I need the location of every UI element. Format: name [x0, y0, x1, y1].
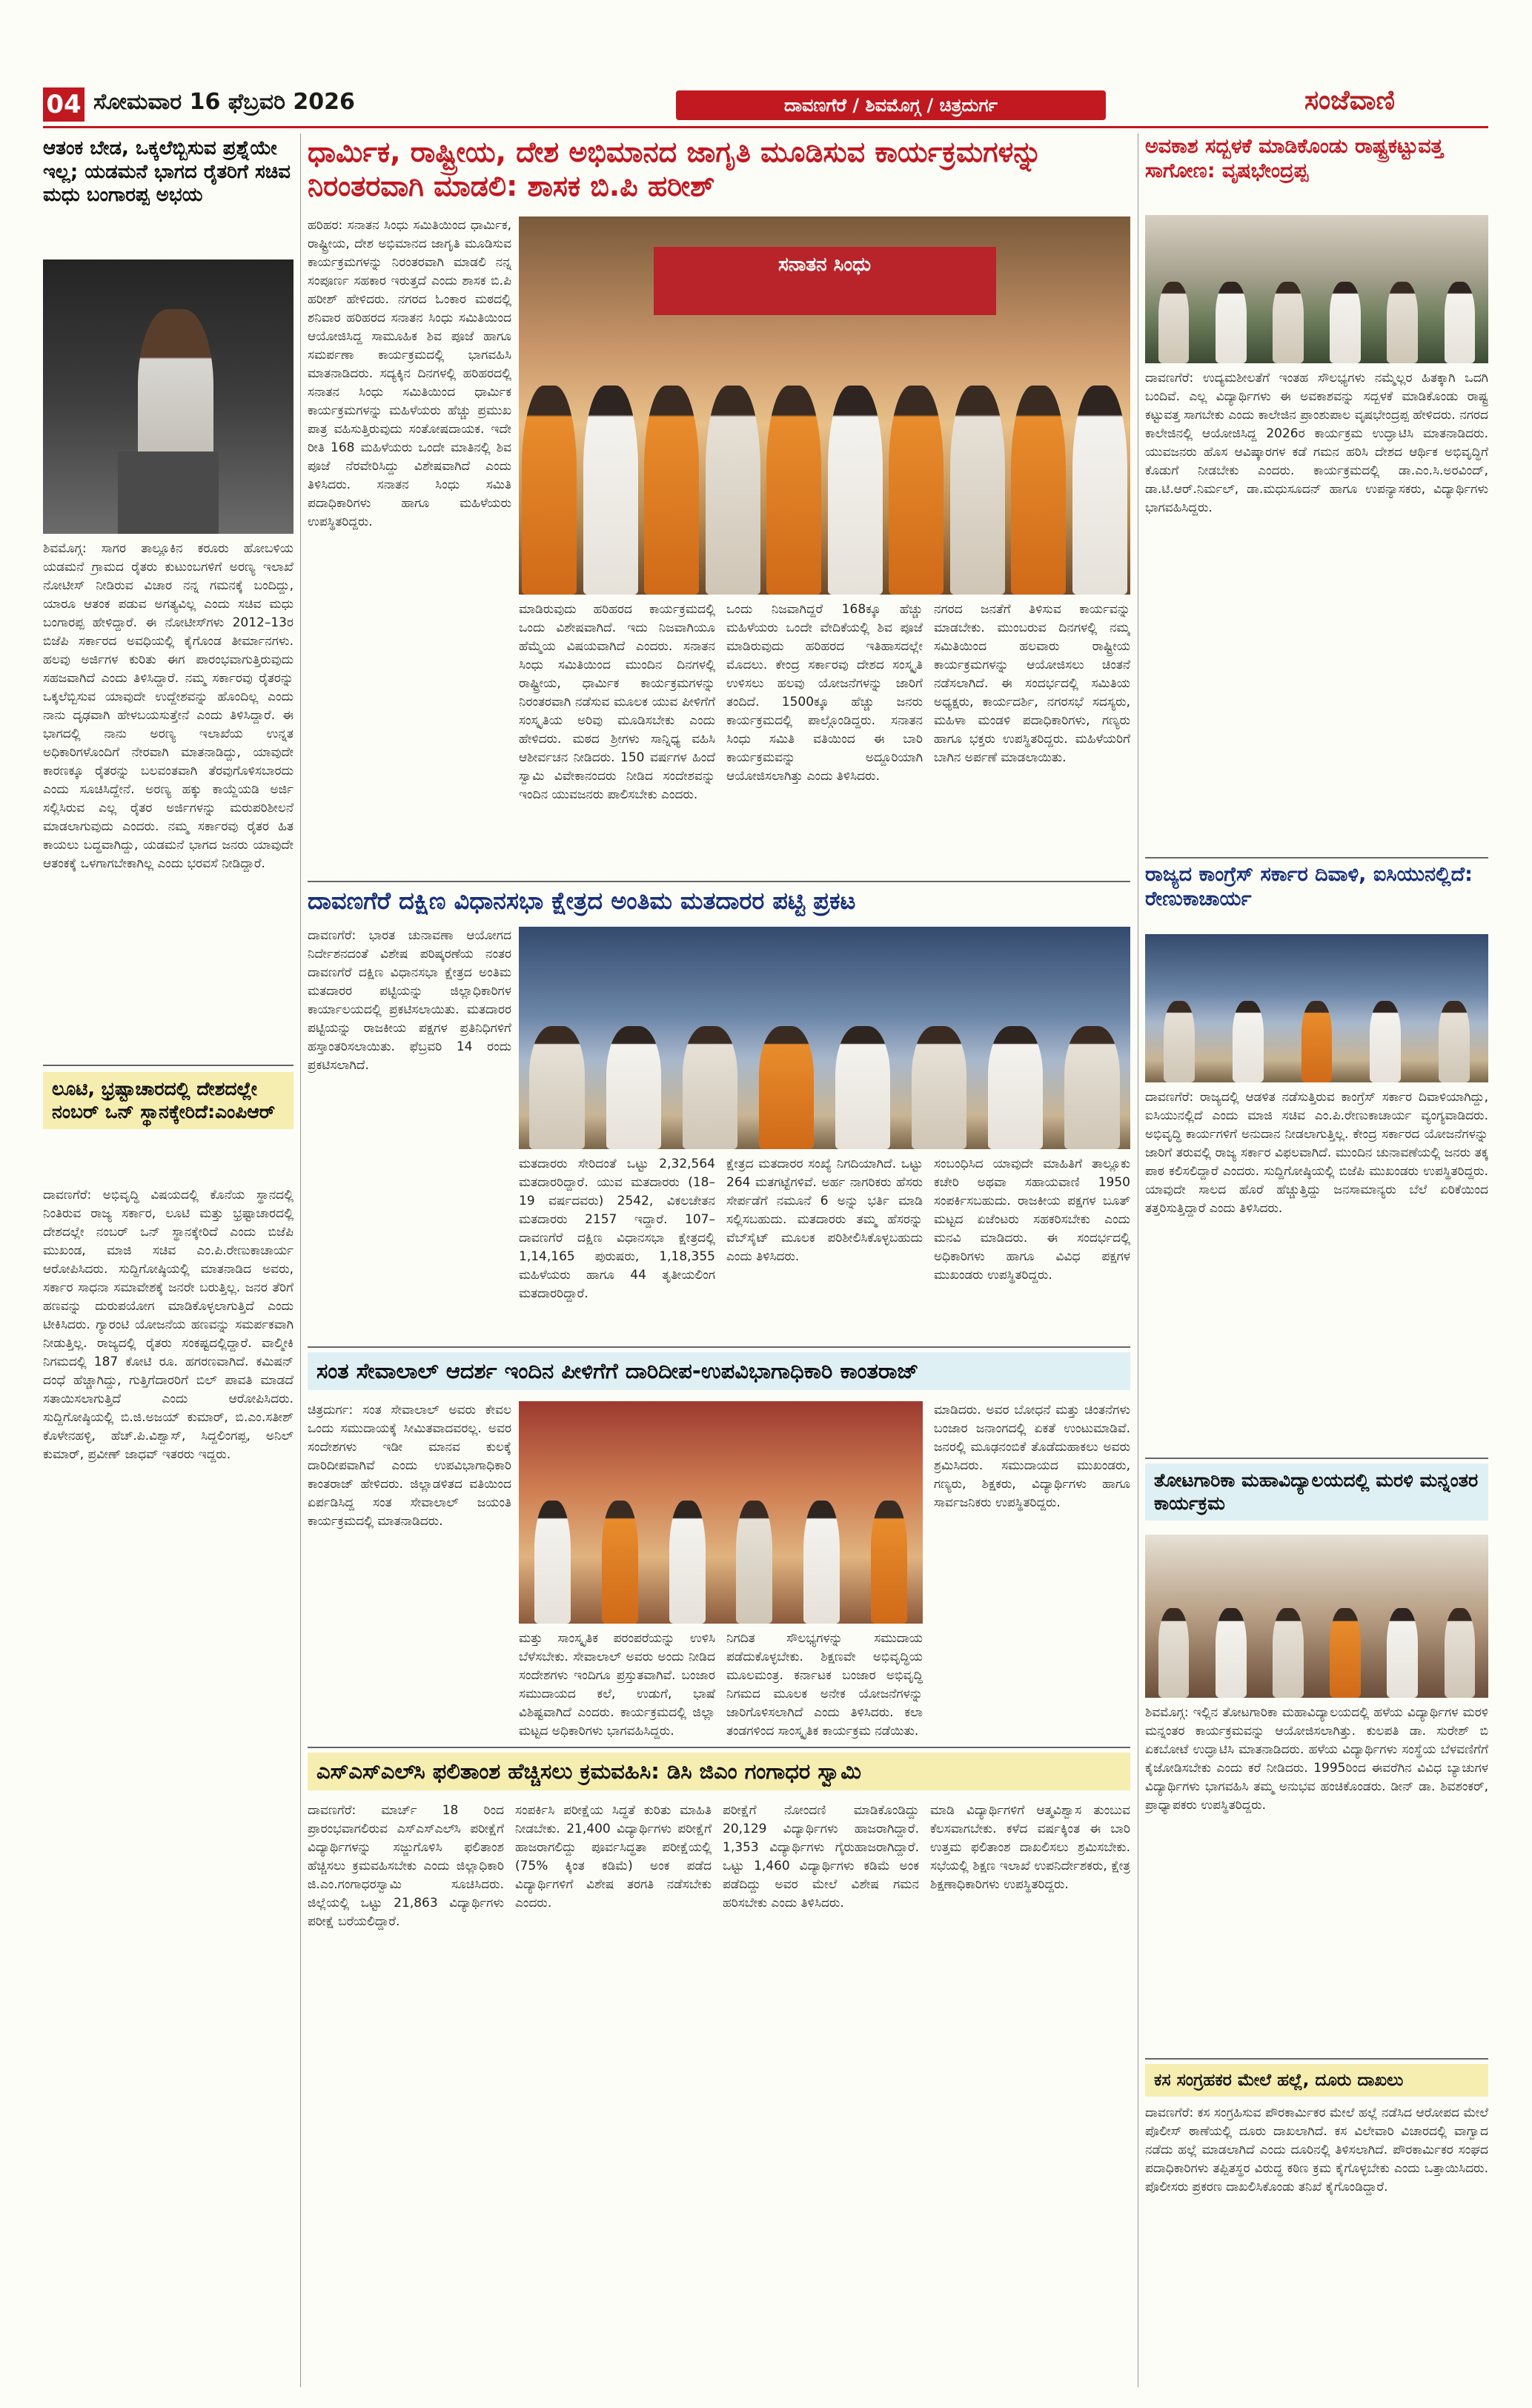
right-top-photo	[1145, 215, 1488, 363]
person	[1387, 1608, 1418, 1698]
lead-col2: ಮಾಡಿರುವುದು ಹರಿಹರದ ಕಾರ್ಯಕ್ರಮದಲ್ಲಿ ಒಂದು ವಿಶೇಷವಾಗಿದೆ. ಇದು ನಿಜವಾಗಿಯೂ ಹೆಮ್ಮೆಯ ವಿಷಯವಾಗಿದೆ ಎಂದರು. ಸನಾತನ ಸಿಂಧು ಸಮಿತಿಯಿಂದ ಮುಂದಿನ ದಿನಗಳಲ್ಲಿ ರಾಷ್ಟ್ರೀಯ, ಧಾರ್ಮಿಕ ಕಾರ್ಯಕ್ರಮಗಳನ್ನು ನಿರಂತರವಾಗಿ ನಡೆಸುವ ಮೂಲಕ ಯುವ ಪೀಳಿಗೆಗೆ ಸಂಸ್ಕೃತಿಯ ಅರಿವು ಮೂಡಿಸಬೇಕು ಎಂದು ಹೇಳಿದರು. ಮಠದ ಶ್ರೀಗಳು ಸಾನ್ನಿಧ್ಯ ವಹಿಸಿ ಆಶೀರ್ವಚನ ನೀಡಿದರು. 150 ವರ್ಷಗಳ ಹಿಂದೆ ಸ್ವಾಮಿ ವಿವೇಕಾನಂದರು ನೀಡಿದ ಸಂದೇಶವನ್ನು ಇಂದಿನ ಯುವಜನರು ಪಾಲಿಸಬೇಕು ಎಂದರು.	[519, 602, 715, 802]
group-figures	[1145, 993, 1488, 1082]
sslc-col3: ಪರೀಕ್ಷೆಗೆ ನೋಂದಣಿ ಮಾಡಿಕೊಂಡಿದ್ದು 20,129 ವಿದ್ಯಾರ್ಥಿಗಳು ಹಾಜರಾಗಿದ್ದಾರೆ. 1,353 ವಿದ್ಯಾರ್ಥಿಗಳು ಗೈರುಹಾಜರಾಗಿದ್ದಾರೆ. ಒಟ್ಟು 1,460 ವಿದ್ಯಾರ್ಥಿಗಳು ಕಡಿಮೆ ಅಂಕ ಪಡೆದಿದ್ದು ಅವರ ಮೇಲೆ ವಿಶೇಷ ಗಮನ ಹರಿಸಬೇಕು ಎಂದು ತಿಳಿಸಿದರು.	[723, 1803, 919, 1911]
person	[1216, 1608, 1247, 1698]
person	[522, 386, 577, 595]
person	[1330, 282, 1361, 363]
page-number: 04	[43, 87, 84, 122]
lead-photo	[519, 216, 1130, 595]
right-low-photo	[1145, 1535, 1488, 1698]
sevalal-col1: ಚಿತ್ರದುರ್ಗ: ಸಂತ ಸೇವಾಲಾಲ್ ಅವರು ಕೇವಲ ಒಂದು ಸಮುದಾಯಕ್ಕೆ ಸೀಮಿತವಾದವರಲ್ಲ. ಅವರ ಸಂದೇಶಗಳು ಇಡೀ ಮಾನವ ಕುಲಕ್ಕೆ ದಾರಿದೀಪವಾಗಿವೆ ಎಂದು ಉಪವಿಭಾಗಾಧಿಕಾರಿ ಕಾಂತರಾಜ್ ಹೇಳಿದರು. ಜಿಲ್ಲಾಡಳಿತದ ವತಿಯಿಂದ ಏರ್ಪಡಿಸಿದ್ದ ಸಂತ ಸೇವಾಲಾಲ್ ಜಯಂತಿ ಕಾರ್ಯಕ್ರಮದಲ್ಲಿ ಮಾತನಾಡಿದರು.	[308, 1403, 511, 1529]
edition-tag: ದಾವಣಗೆರೆ / ಶಿವಮೊಗ್ಗ / ಚಿತ್ರದುರ್ಗ	[676, 90, 1106, 120]
group-figures	[519, 368, 1130, 595]
logo-text: ಸಂಜೆವಾಣಿ	[1304, 85, 1396, 116]
group-figures	[519, 1016, 1130, 1149]
lead-col1	[308, 216, 511, 876]
sevalal-col2: ಮತ್ತು ಸಾಂಸ್ಕೃತಿಕ ಪರಂಪರೆಯನ್ನು ಉಳಿಸಿ ಬೆಳೆಸಬೇಕು. ಸೇವಾಲಾಲ್ ಅವರು ಅಂದು ನೀಡಿದ ಸಂದೇಶಗಳು ಇಂದಿಗೂ ಪ್ರಸ್ತುತವಾಗಿವೆ. ಬಂಜಾರ ಸಮುದಾಯದ ಕಲೆ, ಉಡುಗೆ, ಭಾಷೆ ವಿಶಿಷ್ಟವಾಗಿದೆ ಎಂದರು. ಕಾರ್ಯಕ್ರಮದಲ್ಲಿ ಜಿಲ್ಲಾ ಮಟ್ಟದ ಅಧಿಕಾರಿಗಳು ಭಾಗವಹಿಸಿದ್ದರು.	[519, 1631, 715, 1739]
right-bottom-headline: ಕಸ ಸಂಗ್ರಹಕರ ಮೇಲೆ ಹಲ್ಲೆ, ದೂರು ದಾಖಲು	[1145, 2064, 1488, 2097]
person	[1273, 282, 1304, 363]
voters-col2: ಮತದಾರರು ಸೇರಿದಂತೆ ಒಟ್ಟು 2,32,564 ಮತದಾರರಿದ್ದಾರೆ. ಯುವ ಮತದಾರರು (18–19 ವರ್ಷದವರು) 2542, ವಿಕಲಚೇತನ ಮತದಾರರು 2157 ಇದ್ದಾರೆ. 107–ದಾವಣಗೆರೆ ದಕ್ಷಿಣ ವಿಧಾನಸಭಾ ಕ್ಷೇತ್ರದಲ್ಲಿ 1,14,165 ಪುರುಷರು, 1,18,355 ಮಹಿಳೆಯರು ಹಾಗೂ 44 ತೃತೀಯಲಿಂಗ ಮತದಾರರಿದ್ದಾರೆ.	[519, 1157, 715, 1301]
person	[803, 1501, 840, 1624]
group-figures	[1145, 274, 1488, 363]
group-figures	[1145, 1600, 1488, 1698]
person	[534, 1501, 571, 1624]
divider	[1145, 2058, 1488, 2060]
person	[602, 1501, 638, 1624]
sevalal-col3: ನಿಗದಿತ ಸೌಲಭ್ಯಗಳನ್ನು ಸಮುದಾಯ ಪಡೆದುಕೊಳ್ಳಬೇಕು. ಶಿಕ್ಷಣವೇ ಅಭಿವೃದ್ಧಿಯ ಮೂಲಮಂತ್ರ. ಕರ್ನಾಟಕ ಬಂಜಾರ ಅಭಿವೃದ್ಧಿ ನಿಗಮದ ಮೂಲಕ ಅನೇಕ ಯೋಜನೆಗಳನ್ನು ಜಾರಿಗೊಳಿಸಲಾಗಿದೆ ಎಂದು ತಿಳಿಸಿದರು. ಕಲಾ ತಂಡಗಳಿಂದ ಸಾಂಸ್ಕೃತಿಕ ಕಾರ್ಯಕ್ರಮ ನಡೆಯಿತು.	[726, 1631, 923, 1739]
person	[1158, 1608, 1190, 1698]
newspaper-logo	[1304, 85, 1395, 116]
divider	[308, 881, 1130, 882]
person	[912, 1026, 966, 1149]
person	[1164, 1001, 1195, 1082]
sslc-headline: ಎಸ್‍ಎಸ್‍ಎಲ್‍ಸಿ ಫಲಿತಾಂಶ ಹೆಚ್ಚಿಸಲು ಕ್ರಮವಹಿಸಿ: ಡಿಸಿ ಜಿಎಂ ಗಂಗಾಧರ ಸ್ವಾಮಿ	[308, 1753, 1130, 1790]
podium	[118, 452, 218, 534]
sslc-col2: ಸಂಪರ್ಕಿಸಿ ಪರೀಕ್ಷೆಯ ಸಿದ್ಧತೆ ಕುರಿತು ಮಾಹಿತಿ ನೀಡಬೇಕು. 21,400 ವಿದ್ಯಾರ್ಥಿಗಳು ಪರೀಕ್ಷೆಗೆ ಹಾಜರಾಗಲಿದ್ದು ಪೂರ್ವಸಿದ್ಧತಾ ಪರೀಕ್ಷೆಯಲ್ಲಿ (75% ಕ್ಕಿಂತ ಕಡಿಮೆ) ಅಂಕ ಪಡೆದ ವಿದ್ಯಾರ್ಥಿಗಳಿಗೆ ವಿಶೇಷ ತರಗತಿ ನಡೆಸಬೇಕು ಎಂದರು.	[515, 1803, 712, 1911]
person	[1158, 282, 1190, 363]
left-top-body: ಶಿವಮೊಗ್ಗ: ಸಾಗರ ತಾಲ್ಲೂಕಿನ ಕರೂರು ಹೋಬಳಿಯ ಯಡಮನೆ ಗ್ರಾಮದ ರೈತರು ಕುಟುಂಬಗಳಿಗೆ ಅರಣ್ಯ ಇಲಾಖೆ ನೋಟೀಸ್ ನೀಡಿರುವ ವಿಚಾರ ನನ್ನ ಗಮನಕ್ಕೆ ಬಂದಿದ್ದು, ಯಾರೂ ಆತಂಕ ಪಡುವ ಅಗತ್ಯವಿಲ್ಲ ಎಂದು ಸಚಿವ ಮಧು ಬಂಗಾರಪ್ಪ ಹೇಳಿದ್ದಾರೆ. ಈ ನೋಟೀಸ್‍ಗಳು 2012–13ರ ಬಿಜೆಪಿ ಸರ್ಕಾರದ ಅವಧಿಯಲ್ಲಿ ಕೈಗೊಂಡ ತೀರ್ಮಾನಗಳು. ಹಲವು ಅರ್ಜಿಗಳ ಕುರಿತು ಈಗ ಪಾರಂಭವಾಗುತ್ತಿರುವುದು ಸಹಜವಾಗಿದೆ ಎಂದು ತಿಳಿಸಿದ್ದಾರೆ. ನಮ್ಮ ಸರ್ಕಾರವು ರೈತರನ್ನು ಒಕ್ಕಲೆಬ್ಬಿಸುವ ಯಾವುದೇ ಉದ್ದೇಶವನ್ನು ಹೊಂದಿಲ್ಲ ಎಂದು ನಾನು ದೃಢವಾಗಿ ಹೇಳಬಯಸುತ್ತೇನೆ ಎಂದು ತಿಳಿಸಿದ್ದಾರೆ. ಈ ಭಾಗದಲ್ಲಿ ನಾನು ಅರಣ್ಯ ಇಲಾಖೆಯ ಉನ್ನತ ಅಧಿಕಾರಿಗಳೊಂದಿಗೆ ನೇರವಾಗಿ ಮಾತನಾಡಿದ್ದು, ಯಾವುದೇ ಕಾರಣಕ್ಕೂ ರೈತರನ್ನು ಬಲವಂತವಾಗಿ ತೆರವುಗೊಳಿಸಬಾರದು ಎಂದು ಸೂಚಿಸಿದ್ದೇನೆ. ಅರಣ್ಯ ಹಕ್ಕು ಕಾಯ್ದೆಯಡಿ ಅರ್ಜಿ ಸಲ್ಲಿಸಿರುವ ಎಲ್ಲ ರೈತರ ಅರ್ಜಿಗಳನ್ನು ಮರುಪರಿಶೀಲನೆ ಮಾಡಲಾಗುವುದು ಎಂದರು. ನಮ್ಮ ಸರ್ಕಾರವು ರೈತರ ಹಿತ ಕಾಯಲು ಬದ್ಧವಾಗಿದ್ದು, ಯಡಮನೆ ಭಾಗದ ಜನರು ಯಾವುದೇ ಆತಂಕಕ್ಕೆ ಒಳಗಾಗಬೇಕಾಗಿಲ್ಲ ಎಂದು ಭರವಸೆ ನೀಡಿದ್ದಾರೆ.	[43, 541, 294, 871]
lead-headline: ಧಾರ್ಮಿಕ, ರಾಷ್ಟ್ರೀಯ, ದೇಶ ಅಭಿಮಾನದ ಜಾಗೃತಿ ಮೂಡಿಸುವ ಕಾರ್ಯಕ್ರಮಗಳನ್ನು ನಿರಂತರವಾಗಿ ಮಾಡಲಿ: ಶಾಸಕ ಬಿ.ಪಿ ಹರೀಶ್	[308, 136, 1042, 203]
person	[706, 386, 760, 595]
right-mid-photo	[1145, 934, 1488, 1082]
person	[683, 1026, 737, 1149]
right-low-body: ಶಿವಮೊಗ್ಗ: ಇಲ್ಲಿನ ತೋಟಗಾರಿಕಾ ಮಹಾವಿದ್ಯಾಲಯದಲ್ಲಿ ಹಳೆಯ ವಿದ್ಯಾರ್ಥಿಗಳ ಮರಳಿ ಮನ್ನಂತರ ಕಾರ್ಯಕ್ರಮವನ್ನು ಆಯೋಜಿಸಲಾಗಿತ್ತು. ಕುಲಪತಿ ಡಾ. ಸುರೇಶ್ ಬಿ ಏಕಬೋಟೆ ಉದ್ಘಾಟಿಸಿ ಮಾತನಾಡಿದರು. ಹಳೆಯ ವಿದ್ಯಾರ್ಥಿಗಳು ಸಂಸ್ಥೆಯ ಬೆಳವಣಿಗೆಗೆ ಕೈಜೋಡಿಸಬೇಕು ಎಂದು ಕರೆ ನೀಡಿದರು. 1995ರಿಂದ ಈವರೆಗಿನ ವಿವಿಧ ಬ್ಯಾಚುಗಳ ವಿದ್ಯಾರ್ಥಿಗಳು ಭಾಗವಹಿಸಿ ತಮ್ಮ ಅನುಭವ ಹಂಚಿಕೊಂಡರು. ಡೀನ್ ಡಾ. ಶಿವಶಂಕರ್, ಪ್ರಾಧ್ಯಾಪಕರು ಉಪಸ್ಥಿತರಿದ್ದರು.	[1145, 1705, 1488, 1813]
person	[1370, 1001, 1401, 1082]
sevalal-col4: ಮಾಡಿದರು. ಅವರ ಬೋಧನೆ ಮತ್ತು ಚಿಂತನೆಗಳು ಬಂಜಾರ ಜನಾಂಗದಲ್ಲಿ ಏಕತೆ ಉಂಟುಮಾಡಿವೆ. ಜನರಲ್ಲಿ ಮೂಢನಂಬಿಕೆ ತೊಡೆದುಹಾಕಲು ಅವರು ಶ್ರಮಿಸಿದರು. ಸಮುದಾಯದ ಮುಖಂಡರು, ಗಣ್ಯರು, ಶಿಕ್ಷಕರು, ವಿದ್ಯಾರ್ಥಿಗಳು ಹಾಗೂ ಸಾರ್ವಜನಿಕರು ಉಪಸ್ಥಿತರಿದ್ದರು.	[934, 1403, 1130, 1510]
person	[1011, 386, 1066, 595]
person	[871, 1501, 907, 1624]
person	[1445, 282, 1476, 363]
voters-col3: ಕ್ಷೇತ್ರದ ಮತದಾರರ ಸಂಖ್ಯೆ ನಿಗದಿಯಾಗಿದೆ. ಒಟ್ಟು 264 ಮತಗಟ್ಟೆಗಳಿವೆ. ಅರ್ಹ ನಾಗರಿಕರು ಹೆಸರು ಸೇರ್ಪಡೆಗೆ ನಮೂನೆ 6 ಅನ್ನು ಭರ್ತಿ ಮಾಡಿ ಸಲ್ಲಿಸಬಹುದು. ಮತದಾರರು ತಮ್ಮ ಹೆಸರನ್ನು ವೆಬ್‍ಸೈಟ್ ಮೂಲಕ ಪರಿಶೀಲಿಸಿಕೊಳ್ಳಬಹುದು ಎಂದು ತಿಳಿಸಿದರು.	[726, 1157, 923, 1264]
right-mid-headline: ರಾಜ್ಯದ ಕಾಂಗ್ರೆಸ್ ಸರ್ಕಾರ ದಿವಾಳಿ, ಐಸಿಯುನಲ್ಲಿದೆ: ರೇಣುಕಾಚಾರ್ಯ	[1145, 863, 1473, 910]
person	[736, 1501, 772, 1624]
divider	[308, 1346, 1130, 1348]
divider	[1145, 857, 1488, 859]
issue-date: ಸೋಮವಾರ 16 ಫೆಬ್ರವರಿ 2026	[93, 89, 355, 115]
person	[669, 1501, 706, 1624]
person	[1072, 386, 1127, 595]
voters-col4: ಸಂಬಂಧಿಸಿದ ಯಾವುದೇ ಮಾಹಿತಿಗೆ ತಾಲ್ಲೂಕು ಕಚೇರಿ ಅಥವಾ ಸಹಾಯವಾಣಿ 1950 ಸಂಪರ್ಕಿಸಬಹುದು. ರಾಜಕೀಯ ಪಕ್ಷಗಳ ಬೂತ್ ಮಟ್ಟದ ಏಜೆಂಟರು ಸಹಕರಿಸಬೇಕು ಎಂದು ಮನವಿ ಮಾಡಿದರು. ಈ ಸಂದರ್ಭದಲ್ಲಿ ಅಧಿಕಾರಿಗಳು ಹಾಗೂ ವಿವಿಧ ಪಕ್ಷಗಳ ಮುಖಂಡರು ಉಪಸ್ಥಿತರಿದ್ದರು.	[934, 1157, 1130, 1283]
person	[1445, 1608, 1476, 1698]
person	[1233, 1001, 1264, 1082]
left-mid-headline: ಲೂಟಿ, ಭ್ರಷ್ಟಾಚಾರದಲ್ಲಿ ದೇಶದಲ್ಲೇ ನಂಬರ್ ಒನ್ ಸ್ಥಾನಕ್ಕೇರಿದೆ:ಎಂಪಿಆರ್	[43, 1072, 294, 1129]
person	[1273, 1608, 1304, 1698]
person	[835, 1026, 890, 1149]
lead-col1-text: ಹರಿಹರ: ಸನಾತನ ಸಿಂಧು ಸಮಿತಿಯಿಂದ ಧಾರ್ಮಿಕ, ರಾಷ್ಟ್ರೀಯ, ದೇಶ ಅಭಿಮಾನದ ಜಾಗೃತಿ ಮೂಡಿಸುವ ಕಾರ್ಯಕ್ರಮಗಳನ್ನು ನಿರಂತರವಾಗಿ ಮಾಡಲಿ ನನ್ನ ಸಂಪೂರ್ಣ ಸಹಕಾರ ಇರುತ್ತದೆ ಎಂದು ಶಾಸಕ ಬಿ.ಪಿ ಹರೀಶ್ ಹೇಳಿದರು. ನಗರದ ಓಂಕಾರ ಮಠದಲ್ಲಿ ಶನಿವಾರ ಹರಿಹರದ ಸನಾತನ ಸಿಂಧು ಸಮಿತಿಯಿಂದ ಆಯೋಜಿಸಿದ್ದ ಸಾಮೂಹಿಕ ಶಿವ ಪೂಜೆ ಹಾಗೂ ಸಮರ್ಪಣಾ ಕಾರ್ಯಕ್ರಮದಲ್ಲಿ ಭಾಗವಹಿಸಿ ಮಾತನಾಡಿದರು. ಸದ್ಯಕ್ಕಿನ ದಿನಗಳಲ್ಲಿ ಹರಿಹರದಲ್ಲಿ ಸನಾತನ ಸಿಂಧು ಸಮಿತಿಯಿಂದ ಧಾರ್ಮಿಕ ಕಾರ್ಯಕ್ರಮಗಳನ್ನು ಮಹಿಳೆಯರು ಹೆಚ್ಚು ಪ್ರಮುಖ ಪಾತ್ರ ವಹಿಸುತ್ತಿರುವುದು ಸಂತೋಷದಾಯಕ. ಇದೇ ರೀತಿ 168 ಮಹಿಳೆಯರು ಒಂದೇ ಮಾತಿನಲ್ಲಿ ಶಿವ ಪೂಜೆ ನೆರವೇರಿಸಿದ್ದು ವಿಶೇಷವಾಗಿದೆ ಎಂದು ತಿಳಿಸಿದರು. ಸನಾತನ ಸಿಂಧು ಸಮಿತಿ ಪದಾಧಿಕಾರಿಗಳು ಹಾಗೂ ಮಹಿಳೆಯರು ಉಪಸ್ಥಿತರಿದ್ದರು.	[308, 218, 511, 529]
person	[644, 386, 699, 595]
right-low-headline: ತೋಟಗಾರಿಕಾ ಮಹಾವಿದ್ಯಾಲಯದಲ್ಲಿ ಮರಳಿ ಮನ್ನಂತರ ಕಾರ್ಯಕ್ರಮ	[1145, 1463, 1488, 1521]
lead-col3: ಒಂದು ನಿಜವಾಗಿದ್ದರೆ 168ಕ್ಕೂ ಹೆಚ್ಚು ಮಹಿಳೆಯರು ಒಂದೇ ವೇದಿಕೆಯಲ್ಲಿ ಶಿವ ಪೂಜೆ ಮಾಡಿರುವುದು ಹರಿಹರದ ಇತಿಹಾಸದಲ್ಲೇ ಮೊದಲು. ಕೇಂದ್ರ ಸರ್ಕಾರವು ದೇಶದ ಸಂಸ್ಕೃತಿ ಉಳಿಸಲು ಹಲವು ಯೋಜನೆಗಳನ್ನು ಜಾರಿಗೆ ತಂದಿದೆ. 1500ಕ್ಕೂ ಹೆಚ್ಚು ಜನರು ಕಾರ್ಯಕ್ರಮದಲ್ಲಿ ಪಾಲ್ಗೊಂಡಿದ್ದರು. ಸನಾತನ ಸಿಂಧು ಸಮಿತಿ ವತಿಯಿಂದ ಈ ಬಾರಿ ಕಾರ್ಯಕ್ರಮವನ್ನು ಅದ್ದೂರಿಯಾಗಿ ಆಯೋಜಿಸಲಾಗಿತ್ತು ಎಂದು ತಿಳಿಸಿದರು.	[726, 602, 923, 784]
person	[759, 1026, 814, 1149]
person	[889, 386, 944, 595]
left-top-headline: ಆತಂಕ ಬೇಡ, ಒಕ್ಕಲೆಬ್ಬಿಸುವ ಪ್ರಶ್ನೆಯೇ ಇಲ್ಲ; ಯಡಮನೆ ಭಾಗದ ರೈತರಿಗೆ ಸಚಿವ ಮಧು ಬಂಗಾರಪ್ಪ ಅಭಯ	[43, 137, 291, 207]
person	[583, 386, 638, 595]
sevalal-photo	[519, 1401, 923, 1624]
person	[1330, 1608, 1361, 1698]
divider	[308, 1747, 1130, 1748]
lead-col4: ನಗರದ ಜನತೆಗೆ ತಿಳಿಸುವ ಕಾರ್ಯವನ್ನು ಮಾಡಬೇಕು. ಮುಂಬರುವ ದಿನಗಳಲ್ಲಿ ನಮ್ಮ ಸಮಿತಿಯಿಂದ ಹಲವಾರು ರಾಷ್ಟ್ರೀಯ ಕಾರ್ಯಕ್ರಮಗಳನ್ನು ಆಯೋಜಿಸಲು ಚಿಂತನೆ ನಡೆಸಲಾಗಿದೆ. ಈ ಸಂದರ್ಭದಲ್ಲಿ ಸಮಿತಿಯ ಅಧ್ಯಕ್ಷರು, ಕಾರ್ಯದರ್ಶಿ, ನಗರಸಭೆ ಸದಸ್ಯರು, ಮಹಿಳಾ ಮಂಡಳಿ ಪದಾಧಿಕಾರಿಗಳು, ಗಣ್ಯರು ಹಾಗೂ ಭಕ್ತರು ಉಪಸ್ಥಿತರಿದ್ದರು. ಮಹಿಳೆಯರಿಗೆ ಬಾಗಿನ ಅರ್ಪಣೆ ಮಾಡಲಾಯಿತು.	[934, 602, 1130, 765]
person	[1439, 1001, 1470, 1082]
voters-headline: ದಾವಣಗೆರೆ ದಕ್ಷಿಣ ವಿಧಾನಸಭಾ ಕ್ಷೇತ್ರದ ಅಂತಿಮ ಮತದಾರರ ಪಟ್ಟಿ ಪ್ರಕಟ	[308, 887, 856, 915]
event-banner: ಸನಾತನ ಸಿಂಧು	[654, 247, 996, 315]
person	[529, 1026, 584, 1149]
person	[1064, 1026, 1119, 1149]
sslc-col1: ದಾವಣಗೆರೆ: ಮಾರ್ಚ್ 18 ರಿಂದ ಪ್ರಾರಂಭವಾಗಲಿರುವ ಎಸ್‍ಎಸ್‍ಎಲ್‍ಸಿ ಪರೀಕ್ಷೆಗೆ ವಿದ್ಯಾರ್ಥಿಗಳನ್ನು ಸಜ್ಜುಗೊಳಿಸಿ ಫಲಿತಾಂಶ ಹೆಚ್ಚಿಸಲು ಕ್ರಮವಹಿಸಬೇಕು ಎಂದು ಜಿಲ್ಲಾಧಿಕಾರಿ ಜಿ.ಎಂ.ಗಂಗಾಧರಸ್ವಾಮಿ ಸೂಚಿಸಿದರು. ಜಿಲ್ಲೆಯಲ್ಲಿ ಒಟ್ಟು 21,863 ವಿದ್ಯಾರ್ಥಿಗಳು ಪರೀಕ್ಷೆ ಬರೆಯಲಿದ್ದಾರೆ.	[308, 1803, 504, 1929]
person	[1387, 282, 1418, 363]
person	[606, 1026, 661, 1149]
right-mid-body: ದಾವಣಗೆರೆ: ರಾಜ್ಯದಲ್ಲಿ ಆಡಳಿತ ನಡೆಸುತ್ತಿರುವ ಕಾಂಗ್ರೆಸ್ ಸರ್ಕಾರ ದಿವಾಳಿಯಾಗಿದ್ದು, ಐಸಿಯುನಲ್ಲಿದೆ ಎಂದು ಮಾಜಿ ಸಚಿವ ಎಂ.ಪಿ.ರೇಣುಕಾಚಾರ್ಯ ವ್ಯಂಗ್ಯವಾಡಿದರು. ಅಭಿವೃದ್ಧಿ ಕಾರ್ಯಗಳಿಗೆ ಅನುದಾನ ನೀಡಲಾಗುತ್ತಿಲ್ಲ. ಕೇಂದ್ರ ಸರ್ಕಾರದ ಯೋಜನೆಗಳನ್ನು ಜಾರಿಗೆ ತರುವಲ್ಲಿ ರಾಜ್ಯ ಸರ್ಕಾರ ವಿಫಲವಾಗಿದೆ. ಮುಂದಿನ ಚುನಾವಣೆಯಲ್ಲಿ ಜನರು ತಕ್ಕ ಪಾಠ ಕಲಿಸಲಿದ್ದಾರೆ ಎಂದರು. ಸುದ್ದಿಗೋಷ್ಠಿಯಲ್ಲಿ ಬಿಜೆಪಿ ಮುಖಂಡರು ಉಪಸ್ಥಿತರಿದ್ದರು. ಯಾವುದೇ ಸಾಲದ ಹೊರೆ ಹೆಚ್ಚುತ್ತಿದ್ದು ಜನಸಾಮಾನ್ಯರು ಬೆಲೆ ಏರಿಕೆಯಿಂದ ತತ್ತರಿಸುತ್ತಿದ್ದಾರೆ ಎಂದು ತಿಳಿಸಿದರು.	[1145, 1090, 1488, 1216]
person	[828, 386, 883, 595]
person	[950, 386, 1005, 595]
minister-photo	[43, 259, 294, 534]
right-bottom-body: ದಾವಣಗೆರೆ: ಕಸ ಸಂಗ್ರಹಿಸುವ ಪೌರಕಾರ್ಮಿಕರ ಮೇಲೆ ಹಲ್ಲೆ ನಡೆಸಿದ ಆರೋಪದ ಮೇಲೆ ಪೊಲೀಸ್ ಠಾಣೆಯಲ್ಲಿ ದೂರು ದಾಖಲಾಗಿದೆ. ಕಸ ವಿಲೇವಾರಿ ವಿಚಾರದಲ್ಲಿ ವಾಗ್ವಾದ ನಡೆದು ಹಲ್ಲೆ ಮಾಡಲಾಗಿದೆ ಎಂದು ದೂರಿನಲ್ಲಿ ತಿಳಿಸಲಾಗಿದೆ. ಪೌರಕಾರ್ಮಿಕರ ಸಂಘದ ಪದಾಧಿಕಾರಿಗಳು ತಪ್ಪಿತಸ್ಥರ ವಿರುದ್ಧ ಕಠಿಣ ಕ್ರಮ ಕೈಗೊಳ್ಳಬೇಕು ಎಂದು ಒತ್ತಾಯಿಸಿದರು. ಪೊಲೀಸರು ಪ್ರಕರಣ ದಾಖಲಿಸಿಕೊಂಡು ತನಿಖೆ ಕೈಗೊಂಡಿದ್ದಾರೆ.	[1145, 2106, 1488, 2194]
right-top-headline: ಅವಕಾಶ ಸದ್ಬಳಕೆ ಮಾಡಿಕೊಂಡು ರಾಷ್ಟ್ರಕಟ್ಟುವತ್ತ ಸಾಗೋಣ: ವೃಷಭೇಂದ್ರಪ್ಪ	[1145, 135, 1444, 182]
voters-col1: ದಾವಣಗೆರೆ: ಭಾರತ ಚುನಾವಣಾ ಆಯೋಗದ ನಿರ್ದೇಶನದಂತೆ ವಿಶೇಷ ಪರಿಷ್ಕರಣೆಯ ನಂತರ ದಾವಣಗೆರೆ ದಕ್ಷಿಣ ವಿಧಾನಸಭಾ ಕ್ಷೇತ್ರದ ಅಂತಿಮ ಮತದಾರರ ಪಟ್ಟಿಯನ್ನು ಜಿಲ್ಲಾಧಿಕಾರಿಗಳ ಕಾರ್ಯಾಲಯದಲ್ಲಿ ಪ್ರಕಟಿಸಲಾಯಿತು. ಮತದಾರರ ಪಟ್ಟಿಯನ್ನು ರಾಜಕೀಯ ಪಕ್ಷಗಳ ಪ್ರತಿನಿಧಿಗಳಿಗೆ ಹಸ್ತಾಂತರಿಸಲಾಯಿತು. ಫೆಬ್ರವರಿ 14 ರಂದು ಪ್ರಕಟಿಸಲಾಗಿದೆ.	[308, 928, 511, 1073]
person	[988, 1026, 1043, 1149]
masthead-rule	[43, 126, 1488, 128]
person	[766, 386, 821, 595]
sslc-col4: ಮಾಡಿ ವಿದ್ಯಾರ್ಥಿಗಳಿಗೆ ಆತ್ಮವಿಶ್ವಾಸ ತುಂಬುವ ಕೆಲಸವಾಗಬೇಕು. ಕಳೆದ ವರ್ಷಕ್ಕಿಂತ ಈ ಬಾರಿ ಉತ್ತಮ ಫಲಿತಾಂಶ ದಾಖಲಿಸಲು ಶ್ರಮಿಸಬೇಕು. ಸಭೆಯಲ್ಲಿ ಶಿಕ್ಷಣ ಇಲಾಖೆ ಉಪನಿರ್ದೇಶಕರು, ಕ್ಷೇತ್ರ ಶಿಕ್ಷಣಾಧಿಕಾರಿಗಳು ಉಪಸ್ಥಿತರಿದ್ದರು.	[930, 1803, 1130, 1892]
sevalal-headline: ಸಂತ ಸೇವಾಲಾಲ್ ಆದರ್ಶ ಇಂದಿನ ಪೀಳಿಗೆಗೆ ದಾರಿದೀಪ-ಉಪವಿಭಾಗಾಧಿಕಾರಿ ಕಾಂತರಾಜ್	[308, 1352, 1130, 1390]
divider	[1145, 1458, 1488, 1459]
left-mid-body: ದಾವಣಗೆರೆ: ಅಭಿವೃದ್ಧಿ ವಿಷಯದಲ್ಲಿ ಕೊನೆಯ ಸ್ಥಾನದಲ್ಲಿ ನಿಂತಿರುವ ರಾಜ್ಯ ಸರ್ಕಾರ, ಲೂಟಿ ಮತ್ತು ಭ್ರಷ್ಟಾಚಾರದಲ್ಲಿ ದೇಶದಲ್ಲೇ ನಂಬರ್ ಒನ್ ಸ್ಥಾನಕ್ಕೇರಿದೆ ಎಂದು ಬಿಜೆಪಿ ಮುಖಂಡ, ಮಾಜಿ ಸಚಿವ ಎಂ.ಪಿ.ರೇಣುಕಾಚಾರ್ಯ ಆರೋಪಿಸಿದರು. ಸುದ್ದಿಗೋಷ್ಠಿಯಲ್ಲಿ ಮಾತನಾಡಿದ ಅವರು, ಸರ್ಕಾರ ಸಾಧನಾ ಸಮಾವೇಶಕ್ಕೆ ಜನರೇ ಬರುತ್ತಿಲ್ಲ. ಜನರ ತೆರಿಗೆ ಹಣವನ್ನು ದುರುಪಯೋಗ ಮಾಡಿಕೊಳ್ಳಲಾಗುತ್ತಿದೆ ಎಂದು ಟೀಕಿಸಿದರು. ಗ್ಯಾರಂಟಿ ಯೋಜನೆಯ ಹಣವನ್ನು ಸಮರ್ಪಕವಾಗಿ ನೀಡುತ್ತಿಲ್ಲ. ರಾಜ್ಯದಲ್ಲಿ ರೈತರು ಸಂಕಷ್ಟದಲ್ಲಿದ್ದಾರೆ. ವಾಲ್ಮೀಕಿ ನಿಗಮದಲ್ಲಿ 187 ಕೋಟಿ ರೂ. ಹಗರಣವಾಗಿದೆ. ಕಮಿಷನ್ ದಂಧೆ ಹೆಚ್ಚಾಗಿದ್ದು, ಗುತ್ತಿಗೆದಾರರಿಗೆ ಬಿಲ್ ಪಾವತಿ ಮಾಡದೆ ಸತಾಯಿಸಲಾಗುತ್ತಿದೆ ಎಂದು ಆರೋಪಿಸಿದರು. ಸುದ್ದಿಗೋಷ್ಠಿಯಲ್ಲಿ ಬಿ.ಜಿ.ಅಜಯ್ ಕುಮಾರ್, ಬಿ.ಎಂ.ಸತೀಶ್ ಕೊಳೇನಹಳ್ಳಿ, ಹೆಚ್.ಪಿ.ವಿಶ್ವಾಸ್, ಸಿದ್ದಲಿಂಗಪ್ಪ, ಅನಿಲ್ ಕುಮಾರ್, ಪ್ರವೀಣ್ ಜಾಧವ್ ಇತರರು ಇದ್ದರು.	[43, 1188, 294, 1462]
right-top-body: ದಾವಣಗೆರೆ: ಉದ್ಯಮಶೀಲತೆಗೆ ಇಂತಹ ಸೌಲಭ್ಯಗಳು ನಮ್ಮೆಲ್ಲರ ಹಿತಕ್ಕಾಗಿ ಒದಗಿ ಬಂದಿವೆ. ಎಲ್ಲ ವಿದ್ಯಾರ್ಥಿಗಳು ಈ ಅವಕಾಶವನ್ನು ಸದ್ಬಳಕೆ ಮಾಡಿಕೊಂಡು ರಾಷ್ಟ್ರ ಕಟ್ಟುವತ್ತ ಸಾಗಬೇಕು ಎಂದು ಕಾಲೇಜಿನ ಪ್ರಾಂಶುಪಾಲ ವೃಷಭೇಂದ್ರಪ್ಪ ಹೇಳಿದರು. ನಗರದ ಕಾಲೇಜಿನಲ್ಲಿ ಆಯೋಜಿಸಿದ್ದ 2026ರ ಕಾರ್ಯಕ್ರಮ ಉದ್ಘಾಟಿಸಿ ಮಾತನಾಡಿದರು. ಯುವಜನರು ಹೊಸ ಆವಿಷ್ಕಾರಗಳ ಕಡೆ ಗಮನ ಹರಿಸಿ ದೇಶದ ಆರ್ಥಿಕ ಅಭಿವೃದ್ಧಿಗೆ ಕೊಡುಗೆ ನೀಡಬೇಕು ಎಂದರು. ಕಾರ್ಯಕ್ರಮದಲ್ಲಿ ಡಾ.ಎಂ.ಸಿ.ಅರವಿಂದ್, ಡಾ.ಟಿ.ಆರ್.ನಿರ್ಮಲ್, ಡಾ.ಮಧುಸೂದನ್ ಹಾಗೂ ಉಪನ್ಯಾಸಕರು, ವಿದ್ಯಾರ್ಥಿಗಳು ಭಾಗವಹಿಸಿದ್ದರು.	[1145, 371, 1488, 515]
group-figures	[519, 1490, 923, 1624]
voters-photo	[519, 927, 1130, 1149]
person	[1216, 282, 1247, 363]
person	[1301, 1001, 1333, 1082]
column-rule	[300, 133, 301, 2387]
divider	[43, 1065, 294, 1066]
